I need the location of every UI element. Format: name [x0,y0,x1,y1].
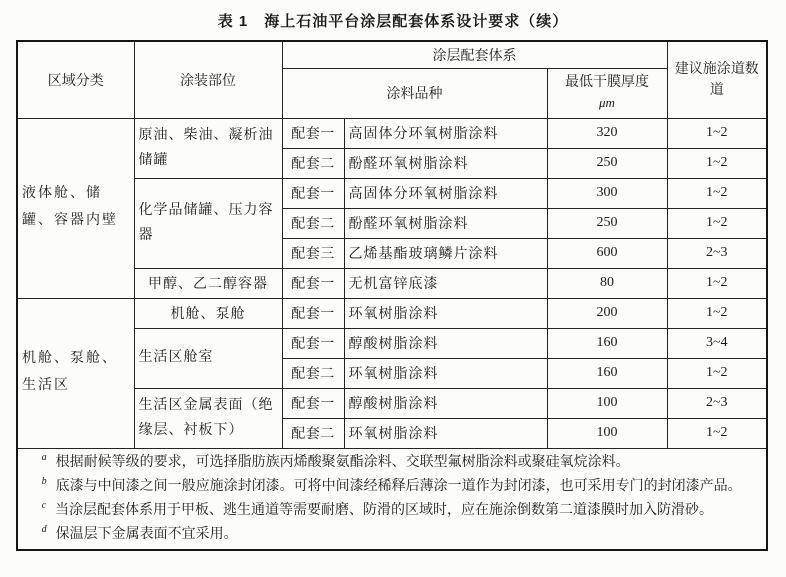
footnotes-cell [17,448,767,550]
header-coating-system-group: 涂层配套体系 [282,41,667,68]
header-paint-type: 涂料品种 [282,68,547,118]
paint-cell: 高固体分环氧树脂涂料 [344,178,547,208]
thickness-cell: 100 [547,418,667,448]
passes-cell: 1~2 [667,208,767,238]
thickness-cell: 250 [547,148,667,178]
system-cell: 配套一 [282,328,344,358]
passes-cell: 2~3 [667,388,767,418]
paint-cell: 酚醛环氧树脂涂料 [344,208,547,238]
paint-cell: 乙烯基酯玻璃鳞片涂料 [344,238,547,268]
passes-cell: 1~2 [667,118,767,148]
paint-cell: 酚醛环氧树脂涂料 [344,148,547,178]
footnote-a [22,451,762,475]
footnote-c-text: 当涂层配套体系用于甲板、逃生通道等需要耐磨、防滑的区域时，应在施涂倒数第二道漆膜时加入防滑砂。 [55,502,714,518]
footnote-c [22,499,762,523]
paint-cell: 环氧树脂涂料 [344,298,547,328]
paint-cell: 无机富锌底漆 [344,268,547,298]
system-cell: 配套一 [282,298,344,328]
header-thickness-unit: μm [599,95,615,110]
passes-cell: 1~2 [667,358,767,388]
passes-cell: 1~2 [667,298,767,328]
system-cell: 配套一 [282,388,344,418]
thickness-cell: 300 [547,178,667,208]
coating-requirements-table [16,40,768,551]
footnote-b-text: 底漆与中间漆之间一般应施涂封闭漆。可将中间漆经稀释后薄涂一道作为封闭漆，也可采用专门的封闭漆产品。 [55,478,742,494]
paint-cell: 环氧树脂涂料 [344,358,547,388]
footnote-a-marker: a [41,451,47,463]
footnote-d [22,523,762,547]
header-region: 区域分类 [17,41,134,118]
table-title: 表 1 海上石油平台涂层配套体系设计要求（续） [217,13,569,30]
thickness-cell: 250 [547,208,667,238]
part-cell: 生活区金属表面（绝缘层、衬板下） [134,388,282,448]
region-cell: 机舱、泵舱、生活区 [17,298,134,448]
passes-cell: 1~2 [667,418,767,448]
system-cell: 配套三 [282,238,344,268]
passes-cell: 1~2 [667,178,767,208]
part-cell: 机舱、泵舱 [134,298,282,328]
thickness-cell: 160 [547,328,667,358]
system-cell: 配套一 [282,268,344,298]
footnote-c-marker: c [41,500,47,511]
table-row [17,118,767,148]
footnote-a-text: 根据耐候等级的要求，可选择脂肪族丙烯酸聚氨酯涂料、交联型氟树脂涂料或聚硅氧烷涂料。 [55,454,630,470]
passes-cell: 1~2 [667,148,767,178]
footnotes-row [17,448,767,550]
header-part: 涂装部位 [134,41,282,118]
system-cell: 配套二 [282,418,344,448]
thickness-cell: 160 [547,358,667,388]
part-cell: 原油、柴油、凝析油储罐 [134,118,282,178]
passes-cell: 3~4 [667,328,767,358]
region-cell: 液体舱、储罐、容器内壁 [17,118,134,298]
footnote-b [22,475,762,499]
paint-cell: 醇酸树脂涂料 [344,388,547,418]
footnote-b-marker: b [41,475,47,487]
table-row [17,298,767,328]
footnote-d-marker: d [41,524,47,536]
part-cell: 生活区舱室 [134,328,282,388]
passes-cell: 1~2 [667,268,767,298]
paint-cell: 环氧树脂涂料 [344,418,547,448]
system-cell: 配套一 [282,118,344,148]
system-cell: 配套二 [282,148,344,178]
header-passes-line1: 建议施涂道数 [674,61,759,77]
thickness-cell: 100 [547,388,667,418]
header-min-dry-film-thickness [547,68,667,118]
paint-cell: 醇酸树脂涂料 [344,328,547,358]
footnote-d-text: 保温层下金属表面不宜采用。 [55,526,238,542]
passes-cell: 2~3 [667,238,767,268]
system-cell: 配套二 [282,358,344,388]
thickness-cell: 320 [547,118,667,148]
paint-cell: 高固体分环氧树脂涂料 [344,118,547,148]
part-cell: 化学品储罐、压力容器 [134,178,282,268]
header-passes-line2: 道 [709,82,724,98]
thickness-cell: 600 [547,238,667,268]
system-cell: 配套一 [282,178,344,208]
header-thickness-label: 最低干膜厚度 [565,75,649,90]
thickness-cell: 80 [547,268,667,298]
part-cell: 甲醇、乙二醇容器 [134,268,282,298]
system-cell: 配套二 [282,208,344,238]
header-recommended-passes [667,41,767,118]
thickness-cell: 200 [547,298,667,328]
header-row-1 [17,41,767,68]
